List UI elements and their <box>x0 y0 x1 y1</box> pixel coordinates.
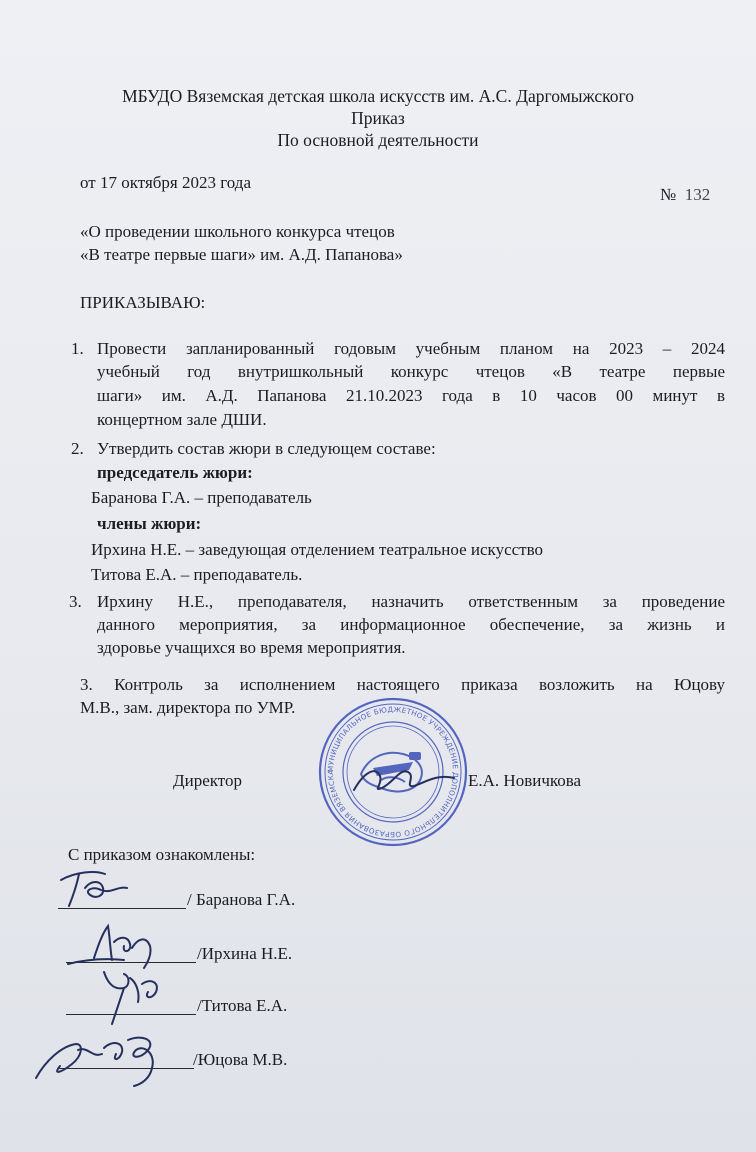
signature-4 <box>32 1020 172 1095</box>
item-3-line-1: Ирхину Н.Е., преподавателя, назначить ответственным за проведение <box>97 592 725 611</box>
seal-text: МУНИЦИПАЛЬНОЕ БЮДЖЕТНОЕ УЧРЕЖДЕНИЕ ДОПОЛНИТЕЛЬНОГО ОБРАЗОВАНИЯ ВЯЗЕМСКА <box>325 704 461 840</box>
control-line-2: М.В., зам. директора по УМР. <box>80 698 296 717</box>
signature-4-icon <box>32 1020 172 1090</box>
acquainted-person-4: /Юцова М.В. <box>193 1050 288 1069</box>
acquainted-person-2: /Ирхина Н.Е. <box>197 944 293 963</box>
director-title: Директор <box>173 771 242 790</box>
document-type: Приказ <box>351 108 405 128</box>
jury-chair-label: председатель жюри: <box>97 463 253 482</box>
item-1-number: 1. <box>71 339 84 358</box>
organization-name: МБУДО Вяземская детская школа искусств им. А.С. Даргомыжского <box>122 86 634 106</box>
acquainted-heading: С приказом ознакомлены: <box>68 845 256 864</box>
order-date: от 17 октября 2023 года <box>80 173 251 192</box>
order-number <box>660 185 710 205</box>
jury-chair: Баранова Г.А. – преподаватель <box>91 488 312 507</box>
signature-1-icon <box>55 866 155 910</box>
jury-member-2: Титова Е.А. – преподаватель. <box>91 565 303 584</box>
signature-3-icon <box>90 964 180 1028</box>
subject-line-1: «О проведении школьного конкурса чтецов <box>80 222 395 241</box>
item-1-line-2: учебный год внутришкольный конкурс чтецов «В театре первые <box>97 362 725 381</box>
number-label: № <box>660 185 677 204</box>
item-1-line-1: Провести запланированный годовым учебным планом на 2023 – 2024 <box>97 339 725 358</box>
number-value: 132 <box>684 185 711 204</box>
item-1-line-3: шаги» им. А.Д. Папанова 21.10.2023 года в 10 часов 00 минут в <box>97 386 725 405</box>
document-subtitle: По основной деятельности <box>277 130 479 150</box>
item-3-number: 3. <box>69 592 82 611</box>
order-word: ПРИКАЗЫВАЮ: <box>80 293 206 312</box>
acquainted-person-3: /Титова Е.А. <box>197 996 288 1015</box>
subject-line-2: «В театре первые шаги» им. А.Д. Папанова» <box>80 245 403 264</box>
jury-members-label: члены жюри: <box>97 514 202 533</box>
jury-member-1: Ирхина Н.Е. – заведующая отделением театральное искусство <box>91 540 543 559</box>
item-3-line-2: данного мероприятия, за информационное обеспечение, за жизнь и <box>97 615 725 634</box>
item-2-number: 2. <box>71 439 84 458</box>
item-2-text: Утвердить состав жюри в следующем составе: <box>97 439 436 458</box>
director-signature <box>350 752 460 807</box>
acquainted-person-1: / Баранова Г.А. <box>187 890 296 909</box>
director-signature-icon <box>350 752 460 802</box>
control-line-1: 3. Контроль за исполнением настоящего приказа возложить на Юцову <box>80 675 725 694</box>
signature-1 <box>55 866 155 915</box>
item-3-line-3: здоровье учащихся во время мероприятия. <box>97 638 406 657</box>
director-name: Е.А. Новичкова <box>468 771 582 790</box>
item-1-line-4: концертном зале ДШИ. <box>97 410 267 429</box>
